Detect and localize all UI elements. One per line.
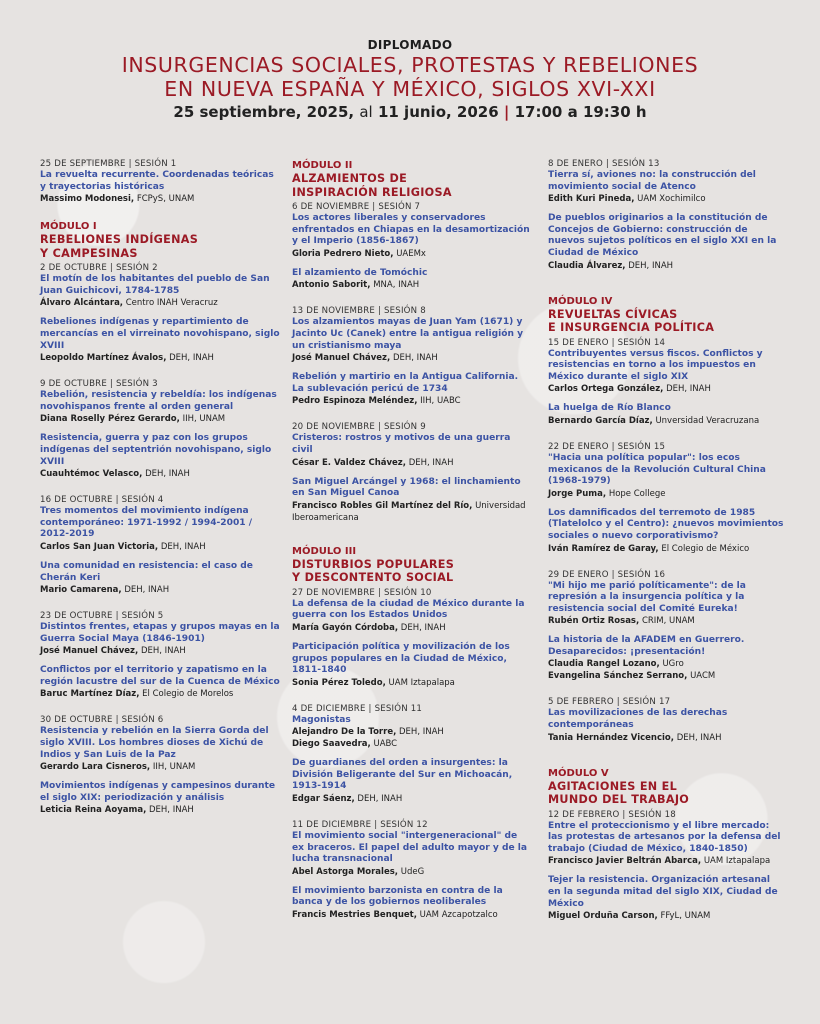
talk-title: Movimientos indígenas y campesinos durante el siglo XIX: periodización y análisis — [40, 781, 276, 803]
talk-title: El motín de los habitantes del pueblo de San Juan Guichicovi, 1784-1785 — [40, 274, 270, 296]
session — [292, 421, 532, 468]
column-1 — [40, 158, 282, 824]
talk — [292, 886, 532, 921]
talk — [40, 433, 282, 480]
talk-title: La defensa de la ciudad de México durante la guerra con los Estados Unidos — [292, 598, 525, 621]
speaker: Sonia Pérez Toledo, UAM Iztapalapa — [292, 677, 455, 688]
speaker: Jorge Puma, Hope College — [548, 488, 666, 499]
session-date: 27 DE NOVIEMBRE | SESIÓN 10 — [292, 587, 432, 598]
speaker: Massimo Modonesi, FCPyS, UNAM — [40, 194, 195, 205]
talk-title: La huelga de Río Blanco — [548, 403, 671, 414]
speaker: Gerardo Lara Cisneros, IIH, UNAM — [40, 762, 196, 773]
talk-title: Tejer la resistencia. Organización artesanal en la segunda mitad del siglo XIX, Ciudad de México — [548, 875, 778, 909]
speaker: Antonio Saborit, MNA, INAH — [292, 280, 420, 291]
speaker: Claudia Álvarez, DEH, INAH — [548, 260, 674, 271]
speaker: Alejandro De la Torre, DEH, INAH — [292, 727, 444, 738]
speaker: Diego Saavedra, UABC — [292, 739, 398, 750]
session-date: 5 DE FEBRERO | SESIÓN 17 — [548, 697, 671, 708]
session — [292, 305, 532, 364]
date-to: al — [359, 103, 373, 121]
speaker: Tania Hernández Vicencio, DEH, INAH — [548, 732, 722, 743]
session-date: 25 DE SEPTIEMBRE | SESIÓN 1 — [40, 159, 177, 169]
speaker: Miguel Orduña Carson, FFyL, UNAM — [548, 911, 711, 922]
date-start: 25 septiembre, 2025, — [173, 103, 355, 121]
session-date: 6 DE NOVIEMBRE | SESIÓN 7 — [292, 202, 421, 212]
speaker: José Manuel Chávez, DEH, INAH — [292, 353, 438, 364]
speaker: César E. Valdez Chávez, DEH, INAH — [292, 457, 454, 468]
session-date: 4 DE DICIEMBRE | SESIÓN 11 — [292, 703, 423, 714]
talk-title: La historia de la AFADEM en Guerrero. Desaparecidos: ¡presentación! — [548, 635, 745, 657]
module-label: MÓDULO II — [292, 160, 353, 171]
column-2 — [292, 160, 532, 929]
module-heading — [40, 221, 282, 260]
module-heading — [548, 296, 784, 335]
module-name: AGITACIONES EN EL — [548, 779, 678, 793]
talk-title: La revuelta recurrente. Coordenadas teóricas y trayectorias históricas — [40, 170, 274, 192]
speaker: Iván Ramírez de Garay, El Colegio de México — [548, 543, 750, 554]
module-name: ALZAMIENTOS DE — [292, 172, 408, 185]
session — [548, 569, 784, 628]
talk-title: El movimiento social "intergeneracional" de ex braceros. El papel del adulto mayor y de la lucha transnacional — [292, 831, 528, 865]
talk — [548, 635, 784, 682]
talk-title: Los damnificados del terremoto de 1985 (Tlatelolco y el Centro): ¿nuevos movimientos sociales o nuevo corporativismo? — [548, 507, 784, 541]
session-date: 9 DE OCTUBRE | SESIÓN 3 — [40, 379, 158, 390]
talk — [40, 781, 282, 816]
talk-title: Rebelión, resistencia y rebeldía: los indígenas novohispanos frente al orden general — [40, 390, 277, 412]
session — [548, 441, 784, 500]
speaker: Leticia Reina Aoyama, DEH, INAH — [40, 805, 194, 816]
session — [40, 378, 282, 425]
dates — [0, 103, 820, 121]
talk-title: San Miguel Arcángel y 1968: el linchamiento en San Miguel Canoa — [292, 476, 521, 499]
talk-title: Los actores liberales y conservadores enfrentados en Chiapas en la desamortización y el Imperio (1856-1867) — [292, 213, 530, 247]
module-label: MÓDULO IV — [548, 295, 613, 307]
session — [292, 587, 532, 634]
module-name: Y CAMPESINAS — [40, 246, 138, 260]
session — [40, 158, 282, 205]
speaker: Carlos Ortega González, DEH, INAH — [548, 384, 711, 395]
module-label: MÓDULO I — [40, 221, 97, 233]
talk-title: Distintos frentes, etapas y grupos mayas en la Guerra Social Maya (1846-1901) — [40, 622, 280, 644]
talk-title: Contribuyentes versus fiscos. Conflictos y resistencias en torno a los impuestos en México durante el siglo XIX — [548, 348, 763, 382]
speaker: María Gayón Córdoba, DEH, INAH — [292, 622, 446, 633]
module-name: E INSURGENCIA POLÍTICA — [548, 321, 715, 335]
speaker: Rubén Ortiz Rosas, CRIM, UNAM — [548, 616, 695, 627]
module-heading — [292, 546, 532, 585]
hours: 17:00 a 19:30 h — [514, 103, 647, 121]
session-date: 20 DE NOVIEMBRE | SESIÓN 9 — [292, 422, 426, 433]
speaker: Claudia Rangel Lozano, UGro — [548, 659, 684, 670]
date-end: 11 junio, 2026 — [377, 103, 499, 121]
session-date: 13 DE NOVIEMBRE | SESIÓN 8 — [292, 306, 426, 317]
session — [40, 494, 282, 553]
speaker: Francisco Robles Gil Martínez del Río, Universidad Iberoamericana — [292, 500, 526, 523]
talk-title: Entre el proteccionismo y el libre mercado: las protestas de artesanos por la defensa del trabajo (Ciudad de México, 1840-1850) — [548, 820, 781, 854]
module-name: Y DESCONTENTO SOCIAL — [292, 571, 454, 585]
speaker: Edith Kuri Pineda, UAM Xochimilco — [548, 194, 706, 205]
talk-title: Una comunidad en resistencia: el caso de Cherán Keri — [40, 560, 253, 583]
header — [0, 38, 820, 121]
talk — [40, 561, 282, 596]
talk-title: Rebelión y martirio en la Antigua California. La sublevación pericú de 1734 — [292, 372, 519, 394]
module-name: REBELIONES INDÍGENAS — [40, 233, 199, 247]
talk — [292, 758, 532, 805]
session-date: 2 DE OCTUBRE | SESIÓN 2 — [40, 263, 158, 274]
speaker: Leopoldo Martínez Ávalos, DEH, INAH — [40, 353, 214, 364]
session — [40, 610, 282, 657]
speaker: Baruc Martínez Díaz, El Colegio de Morelos — [40, 689, 234, 700]
talk-title: Las movilizaciones de las derechas contemporáneas — [548, 708, 728, 731]
session — [292, 819, 532, 878]
module-name: MUNDO DEL TRABAJO — [548, 793, 690, 807]
talk-title: El alzamiento de Tomóchic — [292, 267, 428, 278]
talk-title: Tres momentos del movimiento indígena contemporáneo: 1971-1992 / 1994-2001 / 2012-2019 — [40, 506, 253, 540]
module-name: DISTURBIOS POPULARES — [292, 557, 455, 571]
talk-title: Participación política y movilización de los grupos populares en la Ciudad de México, 1811-1840 — [292, 641, 510, 676]
title-line-1: INSURGENCIAS SOCIALES, PROTESTAS Y REBELIONES — [121, 53, 699, 77]
module-label: MÓDULO V — [548, 767, 609, 779]
speaker: Francis Mestries Benquet, UAM Azcapotzalco — [292, 910, 498, 921]
session-date: 15 DE ENERO | SESIÓN 14 — [548, 337, 666, 348]
talk-title: Resistencia, guerra y paz con los grupos indígenas del septentrión novohispano, siglo XVIII — [40, 433, 272, 467]
title-line-2: EN NUEVA ESPAÑA Y MÉXICO, SIGLOS XVI-XXI — [164, 77, 656, 101]
speaker: Diana Roselly Pérez Gerardo, IIH, UNAM — [40, 414, 226, 425]
kicker: DIPLOMADO — [367, 38, 453, 52]
separator: | — [503, 103, 510, 121]
talk-title: De guardianes del orden a insurgentes: la División Beligerante del Sur en Michoacán, 1913-1914 — [292, 758, 513, 792]
speaker: Abel Astorga Morales, UdeG — [292, 866, 425, 877]
talk — [548, 213, 784, 271]
talk-title: Los alzamientos mayas de Juan Yam (1671) y Jacinto Uc (Canek) entre la antigua religión y un cristianismo maya — [292, 317, 524, 351]
speaker: Cuauhtémoc Velasco, DEH, INAH — [40, 469, 190, 480]
talk-title: De pueblos originarios a la constitución de Concejos de Gobierno: construcción de nuevos sujetos políticos en el siglo XXI en la Ciudad de México — [548, 213, 777, 258]
talk — [292, 268, 532, 292]
talk-title: Tierra sí, aviones no: la construcción del movimiento social de Atenco — [548, 170, 756, 192]
talk — [548, 875, 784, 922]
session — [292, 201, 532, 260]
session — [548, 337, 784, 396]
talk-title: Magonistas — [292, 714, 351, 725]
talk — [292, 477, 532, 524]
talk — [40, 317, 282, 364]
session-date: 23 DE OCTUBRE | SESIÓN 5 — [40, 611, 164, 622]
talk-title: "Mi hijo me parió políticamente": de la represión a la insurgencia política y la resistencia social del Comité Eureka! — [548, 580, 746, 614]
speaker: Edgar Sáenz, DEH, INAH — [292, 794, 403, 805]
session-date: 22 DE ENERO | SESIÓN 15 — [548, 441, 666, 452]
session-date: 8 DE ENERO | SESIÓN 13 — [548, 159, 660, 169]
session — [40, 262, 282, 309]
session — [548, 696, 784, 743]
speaker: José Manuel Chávez, DEH, INAH — [40, 646, 186, 657]
talk — [548, 403, 784, 427]
speaker: Evangelina Sánchez Serrano, UACM — [548, 671, 716, 682]
speaker: Francisco Javier Beltrán Abarca, UAM Iztapalapa — [548, 856, 771, 867]
speaker: Bernardo García Díaz, Unversidad Veracruzana — [548, 415, 760, 426]
speaker: Mario Camarena, DEH, INAH — [40, 585, 170, 596]
session-date: 30 DE OCTUBRE | SESIÓN 6 — [40, 715, 164, 726]
module-name: INSPIRACIÓN RELIGIOSA — [292, 185, 452, 199]
talk — [292, 372, 532, 407]
talk-title: "Hacia una política popular": los ecos mexicanos de la Revolución Cultural China (1968-1979) — [548, 452, 766, 487]
session-date: 12 DE FEBRERO | SESIÓN 18 — [548, 809, 676, 820]
session-date: 11 DE DICIEMBRE | SESIÓN 12 — [292, 820, 428, 831]
talk-title: El movimiento barzonista en contra de la banca y de los gobiernos neoliberales — [292, 885, 503, 908]
column-3 — [548, 158, 784, 930]
session-date: 16 DE OCTUBRE | SESIÓN 4 — [40, 495, 164, 506]
speaker: Pedro Espinoza Meléndez, IIH, UABC — [292, 396, 461, 407]
session — [292, 703, 532, 751]
module-heading — [548, 768, 784, 807]
module-name: REVUELTAS CÍVICAS — [548, 307, 678, 321]
module-heading — [292, 160, 532, 199]
talk — [548, 508, 784, 555]
talk — [40, 665, 282, 700]
module-label: MÓDULO III — [292, 545, 357, 557]
speaker: Álvaro Alcántara, Centro INAH Veracruz — [40, 298, 218, 309]
talk-title: Resistencia y rebelión en la Sierra Gorda del siglo XVIII. Los hombres dioses de Xichú de Indios y San Luis de la Paz — [40, 726, 269, 760]
speaker: Carlos San Juan Victoria, DEH, INAH — [40, 541, 206, 552]
talk — [292, 642, 532, 689]
session — [548, 809, 784, 868]
talk-title: Cristeros: rostros y motivos de una guerra civil — [292, 433, 511, 455]
talk-title: Conflictos por el territorio y zapatismo en la región lacustre del sur de la Cuenca de México — [40, 665, 280, 687]
session-date: 29 DE ENERO | SESIÓN 16 — [548, 569, 666, 580]
talk-title: Rebeliones indígenas y repartimiento de mercancías en el virreinato novohispano, siglo XVIII — [40, 317, 280, 351]
session — [548, 158, 784, 205]
speaker: Gloria Pedrero Nieto, UAEMx — [292, 248, 426, 259]
session — [40, 714, 282, 773]
